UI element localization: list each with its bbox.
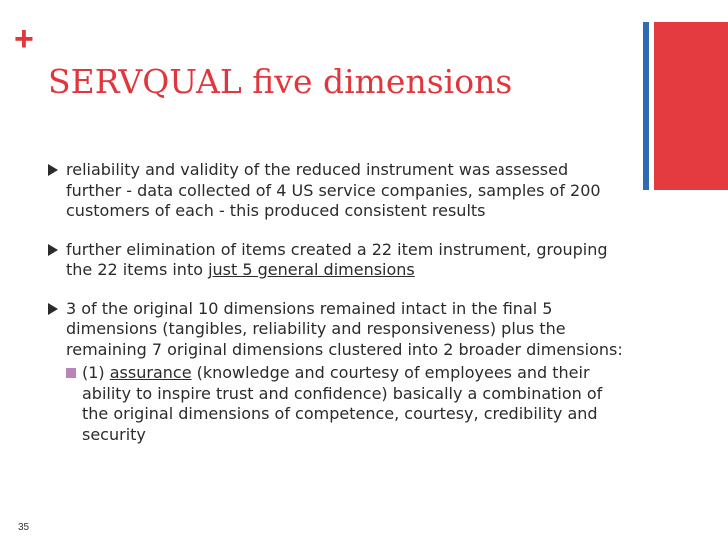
bullet-arrow-icon (48, 164, 58, 176)
bullet-list (48, 160, 628, 463)
sub-bullet-item (66, 363, 628, 445)
bullet-item (48, 240, 628, 281)
bullet-item (48, 299, 628, 446)
sub-bullet-text: (knowledge and courtesy of employees and their ability to inspire trust and confidence) basically a combination of the original dimensions of competence, courtesy, credibility and security (82, 363, 603, 444)
accent-bar-red (654, 22, 728, 190)
square-bullet-icon (66, 368, 76, 378)
bullet-text: reliability and validity of the reduced instrument was assessed further - data collected of 4 US service companies, samples of 200 customers of each - this produced consistent results (66, 160, 601, 220)
bullet-text: further elimination of items created a 22 item instrument, grouping the 22 items into (66, 239, 608, 279)
slide-title: SERVQUAL five dimensions (48, 62, 513, 101)
bullet-item (48, 160, 628, 222)
page-number: 35 (18, 522, 30, 533)
bullet-arrow-icon (48, 244, 58, 256)
sub-bullet-prefix: (1) (82, 363, 110, 382)
sub-bullet-list (66, 363, 628, 445)
accent-bar-blue (643, 22, 649, 190)
assurance-link[interactable]: assurance (109, 363, 192, 382)
dimensions-link[interactable]: just 5 general dimensions (208, 260, 415, 279)
plus-icon: + (14, 20, 34, 58)
bullet-arrow-icon (48, 303, 58, 315)
bullet-text: 3 of the original 10 dimensions remained intact in the final 5 dimensions (tangibles, reliability and responsiveness) plus the remaining 7 original dimensions clustered into 2 broader dimensions: (66, 298, 623, 359)
